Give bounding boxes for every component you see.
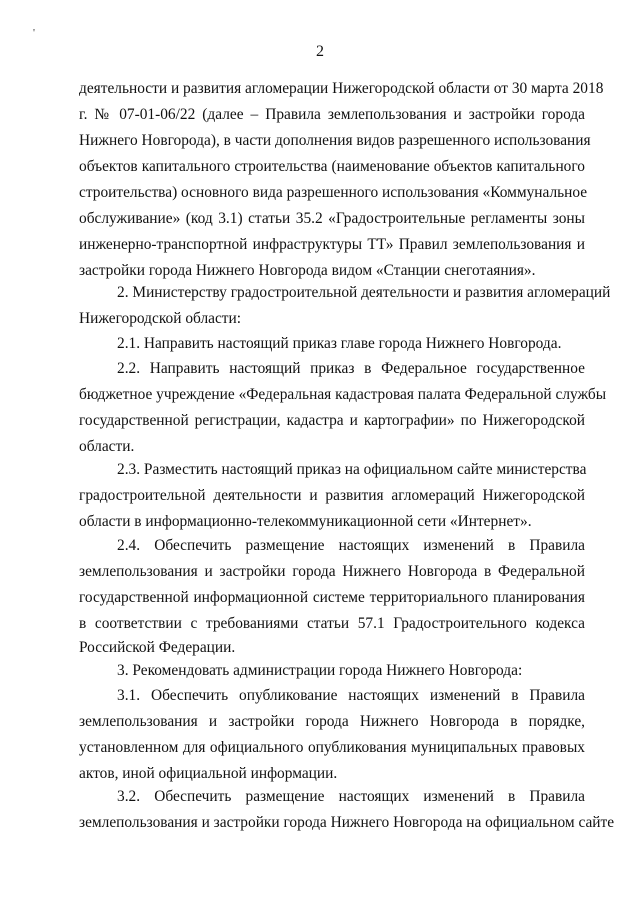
paragraph-2-3-line: 2.3. Разместить настоящий приказ на официальном сайте министерства xyxy=(117,461,587,478)
text-line: в соответствии с требованиями статьи 57.1 Градостроительного кодекса xyxy=(79,615,585,632)
text-line: актов, иной официальной информации. xyxy=(79,765,338,782)
text-line: г. № 07-01-06/22 (далее – Правила землепользования и застройки города xyxy=(79,106,585,123)
scan-mark: ' xyxy=(33,27,35,39)
text-line: области. xyxy=(79,438,135,455)
text-line: градостроительной деятельности и развития агломераций Нижегородской xyxy=(79,487,585,504)
text-line: строительства) основного вида разрешенного использования «Коммунальное xyxy=(79,184,588,201)
text-line: Нижнего Новгорода), в части дополнения видов разрешенного использования xyxy=(79,132,591,149)
paragraph-2-1-line: 2.1. Направить настоящий приказ главе города Нижнего Новгорода. xyxy=(117,335,562,352)
paragraph-2-2-line: 2.2. Направить настоящий приказ в Федеральное государственное xyxy=(117,360,585,377)
text-line: застройки города Нижнего Новгорода видом «Станции снеготаяния». xyxy=(79,262,536,279)
text-line: Российской Федерации. xyxy=(79,639,236,656)
text-line: деятельности и развития агломерации Нижегородской области от 30 марта 2018 xyxy=(79,80,604,97)
text-line: инженерно-транспортной инфраструктуры ТТ» Правил землепользования и xyxy=(79,236,585,253)
paragraph-3-1-line: 3.1. Обеспечить опубликование настоящих изменений в Правила xyxy=(117,687,585,704)
text-line: объектов капитального строительства (наименование объектов капитального xyxy=(79,158,585,175)
text-line: обслуживание» (код 3.1) статьи 35.2 «Градостроительные регламенты зоны xyxy=(79,210,585,227)
paragraph-2-4-line: 2.4. Обеспечить размещение настоящих изменений в Правила xyxy=(117,537,585,554)
text-line: землепользования и застройки города Нижнего Новгорода в Федеральной xyxy=(79,563,585,580)
text-line: государственной регистрации, кадастра и картографии» по Нижегородской xyxy=(79,412,585,429)
page-number: 2 xyxy=(316,43,324,60)
text-line: области в информационно-телекоммуникационной сети «Интернет». xyxy=(79,513,532,530)
text-line: Нижегородской области: xyxy=(79,310,242,327)
paragraph-3-2-line: 3.2. Обеспечить размещение настоящих изменений в Правила xyxy=(117,788,585,805)
text-line: землепользования и застройки города Нижнего Новгорода на официальном сайте xyxy=(79,814,615,831)
text-line: бюджетное учреждение «Федеральная кадастровая палата Федеральной службы xyxy=(79,386,607,403)
text-line: установленном для официального опубликования муниципальных правовых xyxy=(79,739,585,756)
paragraph-2-line: 2. Министерству градостроительной деятельности и развития агломераций xyxy=(117,284,611,301)
text-line: государственной информационной системе территориального планирования xyxy=(79,589,585,606)
paragraph-3-line: 3. Рекомендовать администрации города Нижнего Новгорода: xyxy=(117,662,523,679)
text-line: землепользования и застройки города Нижнего Новгорода в порядке, xyxy=(79,713,585,730)
